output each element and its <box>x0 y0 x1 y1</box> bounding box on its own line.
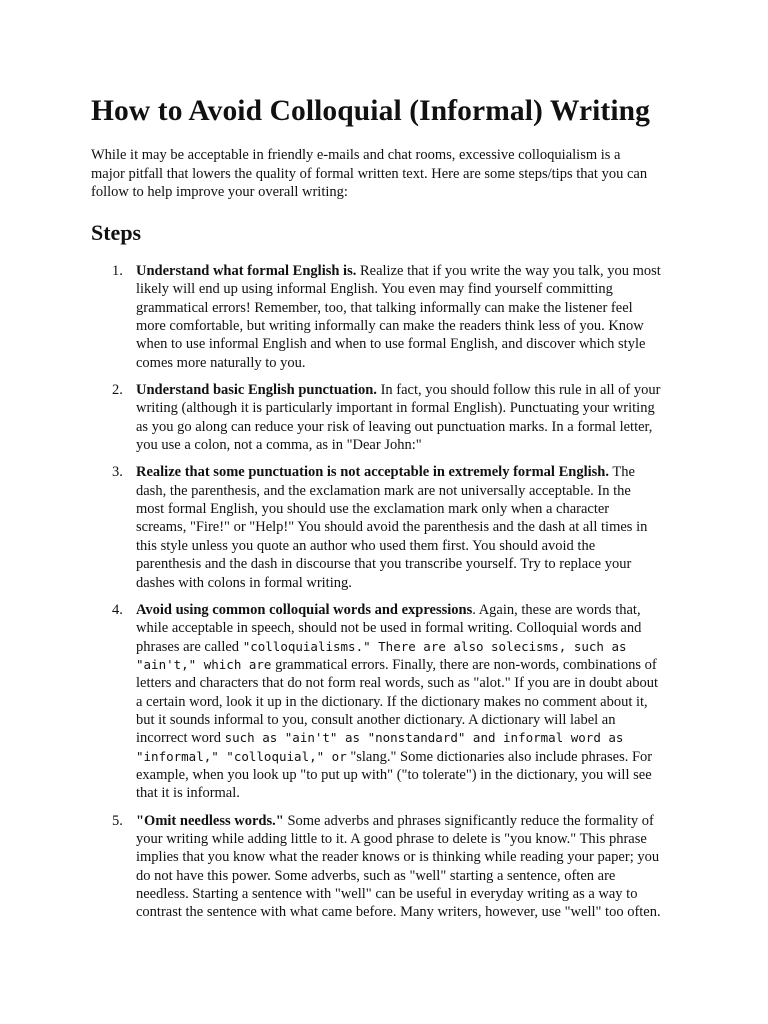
step-lead: Understand what formal English is. <box>136 263 357 279</box>
step-body: "slang." Some dictionaries also include phrases. For example, when you look up "to put up with" ("to tolerate") in the dictionary, you will see that it is informal. <box>136 748 653 802</box>
step-body: . Again, these are words that, while acceptable in speech, should not be used in formal writing. Colloquial words and phrases are called <box>136 601 642 655</box>
step-lead: "Omit needless words." <box>136 812 284 829</box>
step-lead: Avoid using common colloquial words and expressions <box>136 601 473 618</box>
steps-heading: Steps <box>91 220 142 245</box>
steps-list <box>91 262 661 931</box>
step-number: 5. <box>112 812 123 829</box>
step-body: The dash, the parenthesis, and the exclamation mark are not universally acceptable. In the most formal English, you should use the exclamation mark only when a character screams, "Fire!" or "Help!" You should avoid the parenthesis and the dash at all times in this style unless you quote an author who used them first. You should avoid the parenthesis and the dash in discourse that you transcribe yourself. Try to replace your dashes with colons in formal writing. <box>136 464 648 591</box>
step-number: 2. <box>112 382 123 399</box>
step-body: In fact, you should follow this rule in all of your writing (although it is particularly important in formal English). Punctuating your writing as you go along can reduce your risk of leaving out punctuation marks. In a formal letter, you use a colon, not a comma, as in "Dear John:" <box>136 382 661 454</box>
step-number: 3. <box>112 464 123 481</box>
step-item <box>91 601 661 803</box>
step-body-mono: "colloquialisms." There are also solecisms, such as "ain't," which are <box>136 638 627 672</box>
step-item <box>91 812 661 922</box>
step-item <box>91 262 661 372</box>
step-body: grammatical errors. Finally, there are non-words, combinations of letters and characters that do not form real words, such as "alot." If you are in doubt about a certain word, look it up in the dictionary. If the dictionary makes no comment about it, but it sounds informal to you, consult another dictionary. A dictionary will label an incorrect word <box>136 656 658 747</box>
step-body-mono: such as "ain't" as "nonstandard" and informal word as "informal," "colloquial," or <box>136 730 624 764</box>
step-number: 1. <box>112 263 123 279</box>
step-number: 4. <box>112 601 123 618</box>
step-body: Realize that if you write the way you talk, you most likely will end up using informal English. You even may find yourself committing grammatical errors! Remember, too, that talking informally can make the listener feel more comfortable, but writing informally can make the readers think less of you. Know when to use informal English and when to use formal English, and discover which style comes more naturally to you. <box>136 263 661 371</box>
step-lead: Understand basic English punctuation. <box>136 382 377 399</box>
step-item <box>91 463 661 591</box>
page-title: How to Avoid Colloquial (Informal) Writing <box>91 95 651 127</box>
step-item <box>91 381 661 454</box>
step-lead: Realize that some punctuation is not acceptable in extremely formal English. <box>136 464 609 481</box>
step-body: Some adverbs and phrases significantly reduce the formality of your writing while adding little to it. A good phrase to delete is "you know." This phrase implies that you know what the reader knows or is thinking while reading your paper; you do not have this power. Some adverbs, such as "well" starting a sentence, often are needless. Starting a sentence with "well" can be useful in everyday writing as a way to contrast the sentence with what came before. Many writers, however, use "well" too often. <box>136 812 661 921</box>
intro-paragraph: While it may be acceptable in friendly e-mails and chat rooms, excessive colloquialism is a major pitfall that lowers the quality of formal written text. Here are some steps/tips that you can follow to help improve your overall writing: <box>91 147 648 200</box>
